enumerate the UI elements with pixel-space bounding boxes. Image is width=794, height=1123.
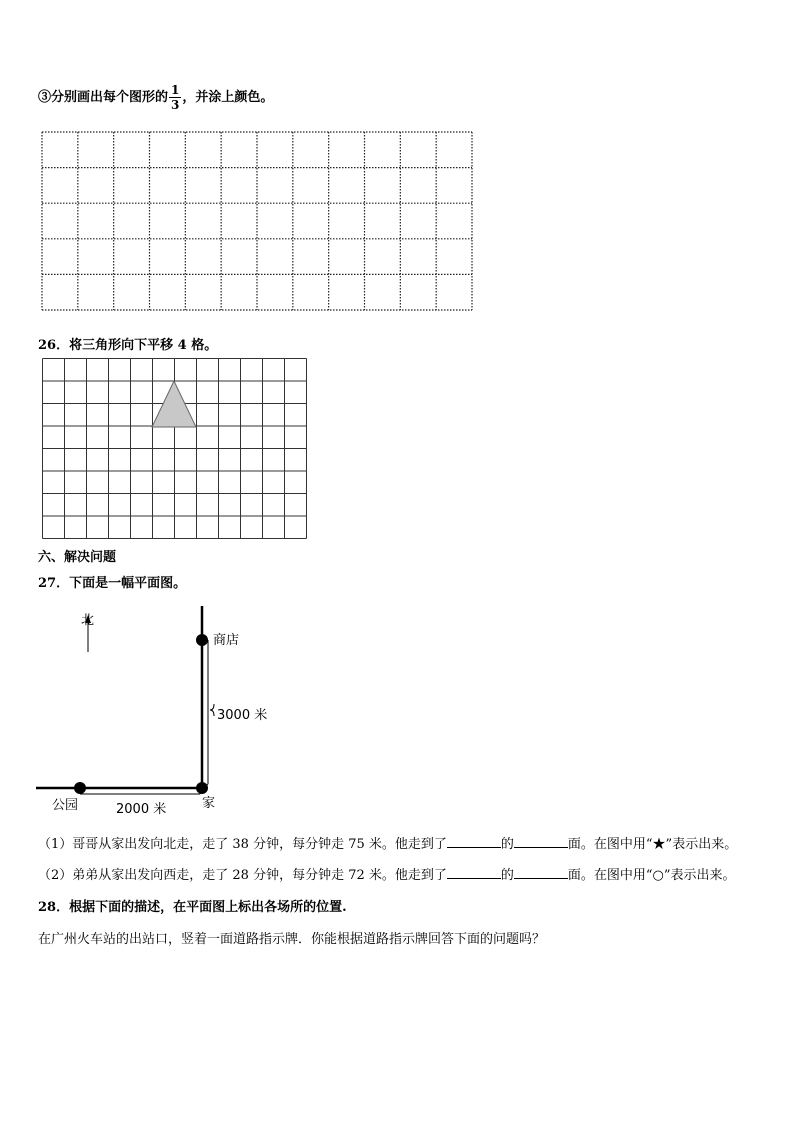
q26-instruction: 26．将三角形向下平移 4 格。 bbox=[38, 338, 218, 353]
dotted-shape-grid bbox=[40, 130, 476, 314]
north-distance-label: 3000 米 bbox=[217, 708, 268, 723]
plan-map bbox=[36, 600, 296, 820]
one-third-fraction bbox=[169, 84, 181, 111]
q27-sub2-text-mid: 的 bbox=[500, 868, 514, 883]
section-six-title: 六、解决问题 bbox=[38, 550, 117, 565]
q27-sub2-text-end: 面。在图中用“○”表示出来。 bbox=[567, 868, 736, 883]
home-label: 家 bbox=[202, 796, 216, 811]
answer-blank[interactable] bbox=[447, 835, 501, 848]
q27-sub1-text: （1）哥哥从家出发向北走，走了 38 分钟，每分钟走 75 米。他走到了 bbox=[38, 837, 447, 852]
q27-sub2 bbox=[38, 864, 736, 883]
answer-blank[interactable] bbox=[514, 835, 568, 848]
q25-part3-prefix: ③分别画出每个图形的 bbox=[38, 90, 169, 105]
home-point bbox=[196, 782, 208, 794]
q28-description: 在广州火车站的出站口，竖着一面道路指示牌．你能根据道路指示牌回答下面的问题吗？ bbox=[38, 932, 546, 947]
north-brace-icon bbox=[210, 704, 214, 716]
q25-part3-instruction bbox=[38, 84, 273, 111]
park-label: 公园 bbox=[52, 798, 79, 813]
q27-sub1-text-end: 面。在图中用“★”表示出来。 bbox=[567, 837, 738, 852]
q28-instruction: 28．根据下面的描述，在平面图上标出各场所的位置. bbox=[38, 900, 347, 915]
translation-grid bbox=[42, 358, 308, 540]
fraction-denominator: 3 bbox=[171, 98, 180, 112]
q25-part3-suffix: ，并涂上颜色。 bbox=[182, 90, 274, 105]
shop-point bbox=[196, 634, 208, 646]
q27-sub1-text-mid: 的 bbox=[500, 837, 514, 852]
q27-instruction: 27．下面是一幅平面图。 bbox=[38, 576, 187, 591]
answer-blank[interactable] bbox=[514, 866, 568, 879]
park-point bbox=[74, 782, 86, 794]
q27-sub2-text: （2）弟弟从家出发向西走，走了 28 分钟，每分钟走 72 米。他走到了 bbox=[38, 868, 447, 883]
fraction-numerator: 1 bbox=[171, 83, 180, 97]
north-label: 北 bbox=[81, 613, 95, 628]
q27-sub1 bbox=[38, 833, 737, 852]
answer-blank[interactable] bbox=[447, 866, 501, 879]
west-distance-label: 2000 米 bbox=[116, 802, 167, 817]
shop-label: 商店 bbox=[213, 633, 240, 648]
